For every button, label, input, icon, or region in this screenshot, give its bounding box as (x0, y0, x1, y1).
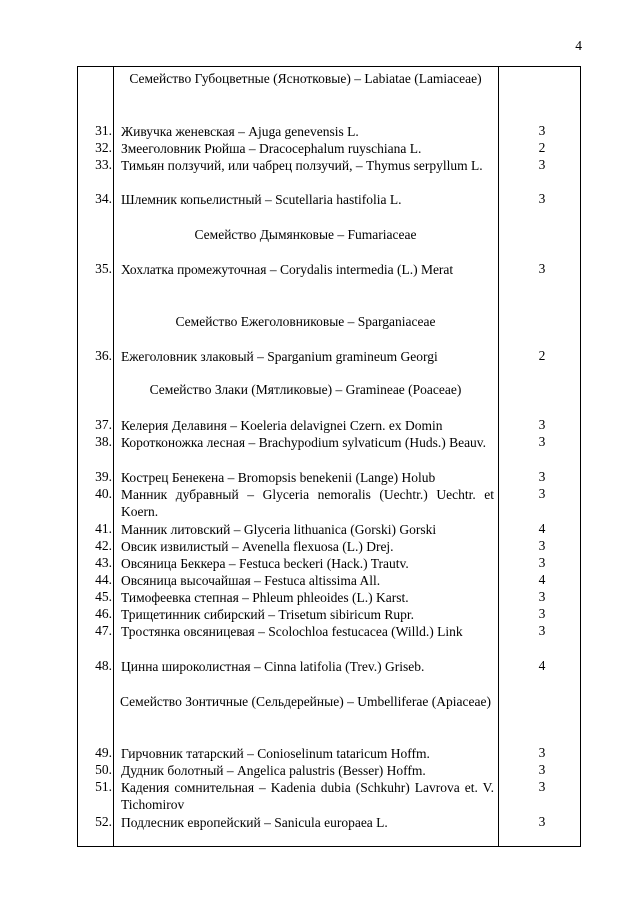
row-number: 31. (95, 123, 112, 138)
row-number: 49. (95, 745, 112, 760)
species-table (77, 66, 581, 847)
row-number: 33. (95, 157, 112, 172)
category-value: 4 (538, 658, 546, 673)
category-value: 3 (538, 814, 546, 829)
category-value: 3 (538, 417, 546, 432)
category-value: 3 (538, 191, 546, 206)
category-value: 3 (538, 261, 546, 276)
species-name: Келерия Делавиня – Koeleria delavignei Czern. ex Domin (121, 418, 443, 433)
row-number: 40. (95, 486, 112, 501)
row-number: 37. (95, 417, 112, 432)
row-number: 50. (95, 762, 112, 777)
species-name: Живучка женевская – Ajuga genevensis L. (121, 124, 359, 139)
row-number: 35. (95, 261, 112, 276)
family-heading: Семейство Злаки (Мятликовые) – Gramineae (Poaceae) (149, 382, 462, 397)
page-number: 4 (575, 38, 582, 53)
species-name: Тростянка овсяницевая – Scolochloa festucacea (Willd.) Link (121, 624, 463, 639)
row-number: 47. (95, 623, 112, 638)
category-value: 3 (538, 486, 546, 501)
category-value: 3 (538, 762, 546, 777)
category-value: 2 (538, 140, 546, 155)
species-name: Ежеголовник злаковый – Sparganium gramineum Georgi (121, 349, 438, 364)
family-heading: Семейство Дымянковые – Fumariaceae (194, 227, 417, 242)
species-name: Трищетинник сибирский – Trisetum sibiricum Rupr. (121, 607, 415, 622)
category-value: 2 (538, 348, 546, 363)
category-value: 3 (538, 469, 546, 484)
category-value: 3 (538, 623, 546, 638)
species-name: Манник литовский – Glyceria lithuanica (Gorski) Gorski (121, 522, 437, 537)
row-number: 43. (95, 555, 112, 570)
species-name: Кадения сомнительная – Kadenia dubia (Schkuhr) Lavrova et. V. Tichomirov (121, 780, 494, 813)
category-value: 3 (538, 434, 546, 449)
species-name: Кострец Бенекена – Bromopsis benekenii (Lange) Holub (121, 470, 436, 485)
row-number: 45. (95, 589, 112, 604)
row-number: 48. (95, 658, 112, 673)
row-number: 52. (95, 814, 112, 829)
species-name: Шлемник копьелистный – Scutellaria hastifolia L. (121, 192, 402, 207)
row-number: 38. (95, 434, 112, 449)
row-number: 32. (95, 140, 112, 155)
species-name: Коротконожка лесная – Brachypodium sylvaticum (Huds.) Beauv. (121, 435, 487, 450)
category-value: 4 (538, 521, 546, 536)
category-value: 3 (538, 606, 546, 621)
species-name: Овсяница высочайшая – Festuca altissima All. (121, 573, 381, 588)
species-name: Дудник болотный – Angelica palustris (Besser) Hoffm. (121, 763, 426, 778)
row-number: 41. (95, 521, 112, 536)
family-heading: Семейство Губоцветные (Яснотковые) – Labiatae (Lamiaceae) (129, 71, 482, 86)
category-value: 4 (538, 572, 546, 587)
species-name: Хохлатка промежуточная – Corydalis intermedia (L.) Merat (121, 262, 454, 277)
family-heading: Семейство Зонтичные (Сельдерейные) – Umbelliferae (Apiaceae) (120, 694, 491, 709)
family-heading: Семейство Ежеголовниковые – Sparganiaceae (175, 314, 436, 329)
row-number: 44. (95, 572, 112, 587)
category-value: 3 (538, 745, 546, 760)
row-number: 39. (95, 469, 112, 484)
category-value: 3 (538, 779, 546, 794)
species-name: Змееголовник Рюйша – Dracocephalum ruyschiana L. (121, 141, 422, 156)
category-value: 3 (538, 157, 546, 172)
row-number: 46. (95, 606, 112, 621)
category-value: 3 (538, 555, 546, 570)
row-number: 36. (95, 348, 112, 363)
column-divider (498, 67, 499, 846)
row-number: 51. (95, 779, 112, 794)
species-name: Цинна широколистная – Cinna latifolia (Trev.) Griseb. (121, 659, 425, 674)
row-number: 42. (95, 538, 112, 553)
species-name: Манник дубравный – Glyceria nemoralis (Uechtr.) Uechtr. et Koern. (121, 487, 494, 520)
species-name: Овсяница Беккера – Festuca beckeri (Hack.) Trautv. (121, 556, 409, 571)
column-divider (113, 67, 114, 846)
category-value: 3 (538, 589, 546, 604)
species-name: Подлесник европейский – Sanicula europaea L. (121, 815, 388, 830)
category-value: 3 (538, 123, 546, 138)
category-value: 3 (538, 538, 546, 553)
species-name: Тимофеевка степная – Phleum phleoides (L.) Karst. (121, 590, 409, 605)
species-name: Овсик извилистый – Avenella flexuosa (L.) Drej. (121, 539, 394, 554)
species-name: Тимьян ползучий, или чабрец ползучий, – Thymus serpyllum L. (121, 158, 483, 173)
species-name: Гирчовник татарский – Conioselinum tataricum Hoffm. (121, 746, 430, 761)
row-number: 34. (95, 191, 112, 206)
